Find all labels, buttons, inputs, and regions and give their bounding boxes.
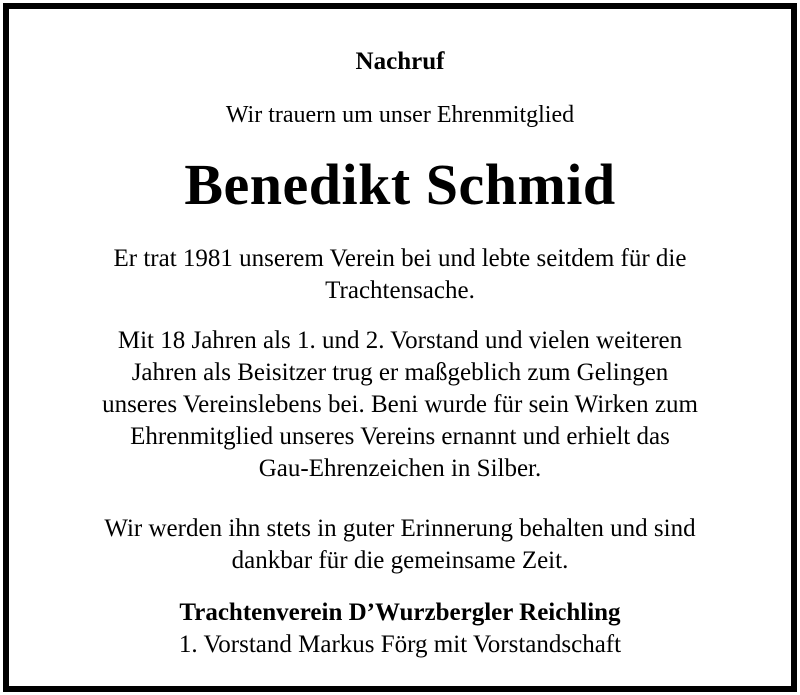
notice-intro: Wir trauern um unser Ehrenmitglied <box>225 102 575 128</box>
deceased-name: Benedikt Schmid <box>184 152 616 217</box>
paragraph2-line: unseres Vereinslebens bei. Beni wurde für sein Wirken zum <box>102 391 698 418</box>
paragraph2-line: Jahren als Beisitzer trug er maßgeblich zum Gelingen <box>131 359 669 386</box>
obituary-frame <box>3 3 797 692</box>
paragraph2-line: Ehrenmitglied unseres Vereins ernannt und erhielt das <box>130 423 670 450</box>
paragraph2-line: Mit 18 Jahren als 1. und 2. Vorstand und vielen weiteren <box>117 327 683 354</box>
signature-board: 1. Vorstand Markus Förg mit Vorstandschaft <box>178 631 622 658</box>
paragraph3-line: Wir werden ihn stets in guter Erinnerung behalten und sind <box>104 515 696 542</box>
signature-organization: Trachtenverein D’Wurzbergler Reichling <box>179 599 621 626</box>
notice-title: Nachruf <box>355 48 445 75</box>
paragraph1-line: Er trat 1981 unserem Verein bei und lebte seitdem für die <box>113 245 687 272</box>
paragraph2-line: Gau-Ehrenzeichen in Silber. <box>258 455 542 482</box>
paragraph1-line: Trachtensache. <box>325 277 475 304</box>
obituary-content <box>9 9 791 686</box>
paragraph3-line: dankbar für die gemeinsame Zeit. <box>231 547 569 574</box>
